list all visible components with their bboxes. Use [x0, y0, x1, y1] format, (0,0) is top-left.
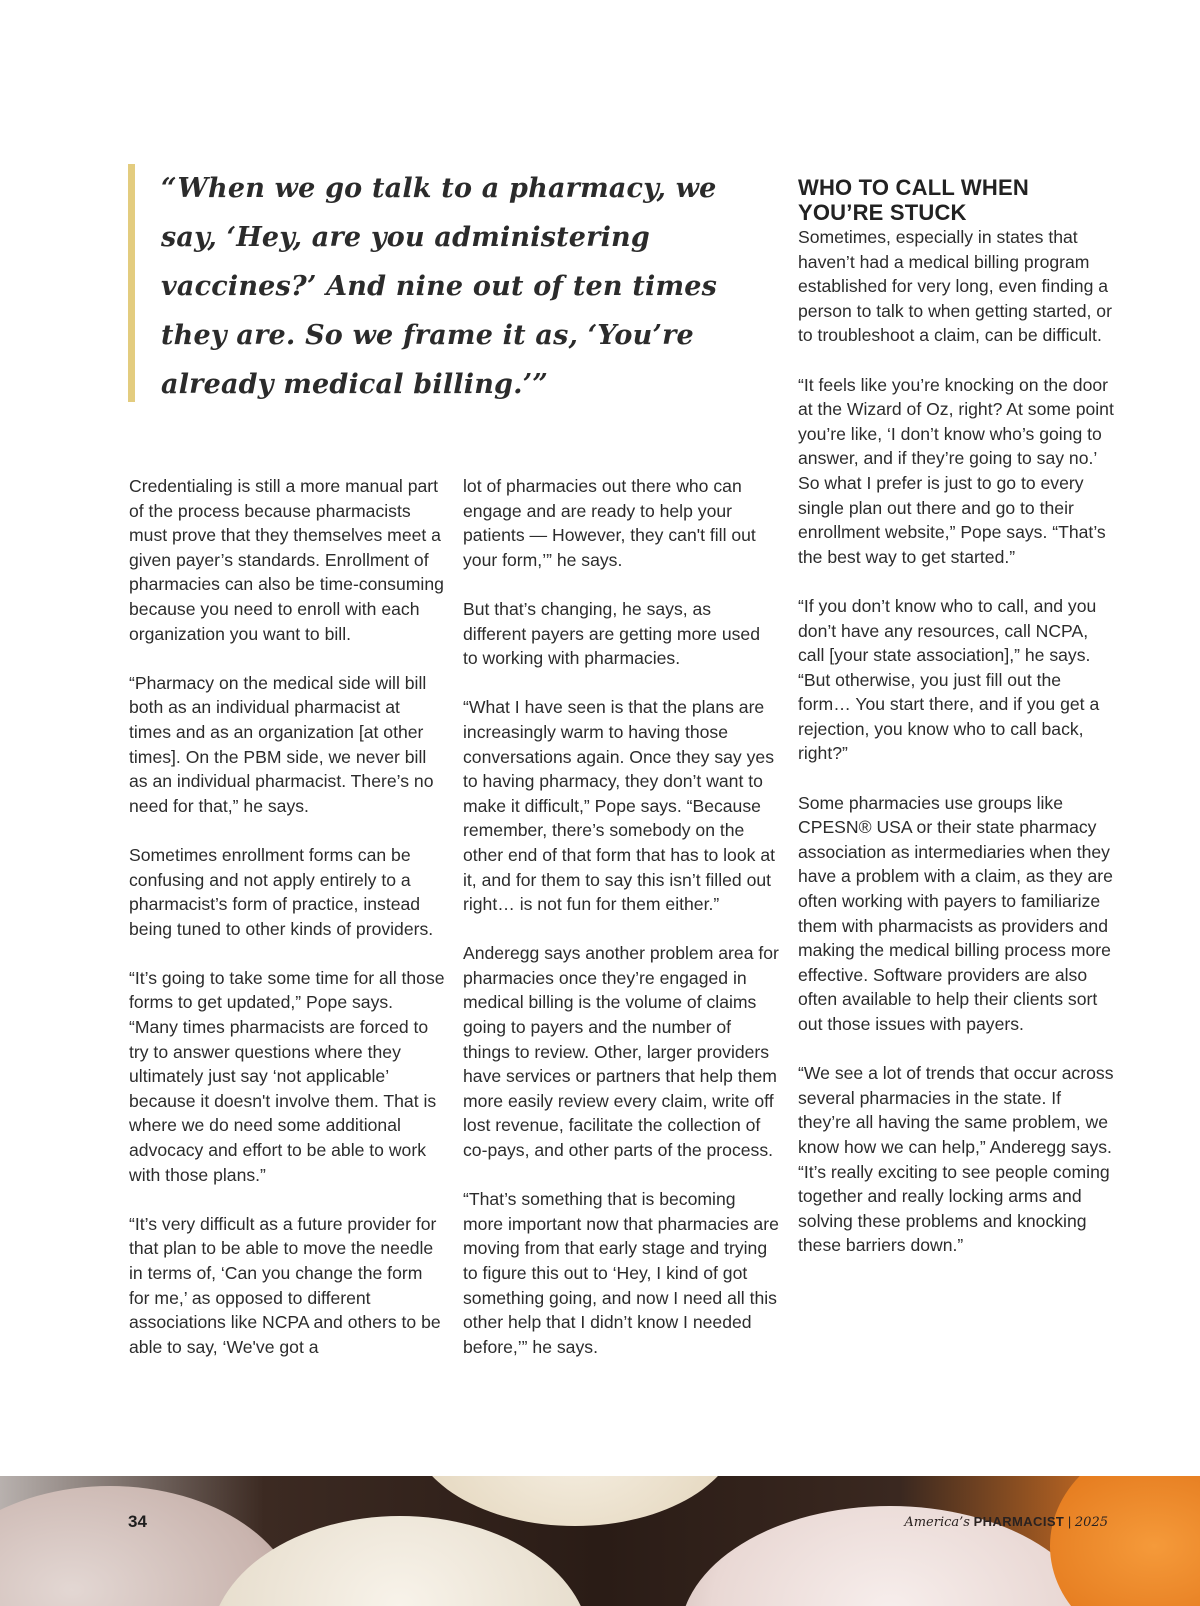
sidebar-paragraph: “We see a lot of trends that occur across several pharmacies in the state. If they’re all having the same problem, we know how we can help,” Anderegg says. “It’s really exciting to see people coming together and really locking arms and solving these problems and knocking these barriers down.”: [798, 1063, 1114, 1256]
article-paragraph: “It’s very difficult as a future provider for that plan to be able to move the needle in terms of, ‘Can you change the form for me,’ as opposed to different associations like NCPA and others to be able to say, ‘We've got a: [129, 1213, 441, 1357]
sidebar-paragraph: “It feels like you’re knocking on the door at the Wizard of Oz, right? At some point you’re like, ‘I don’t know who’s going to answer, and if they’re going to say no.’ So what I prefer is just to go to every single plan out there and go to their enrollment website,” Pope says. “That’s the best way to get started.”: [798, 374, 1114, 567]
footer-masthead: [904, 1514, 1108, 1530]
article-paragraph: Anderegg says another problem area for pharmacies once they’re engaged in medical billing is the volume of claims going to payers and the number of things to review. Other, larger providers have services or partners that help them more easily review every claim, write off lost revenue, facilitate the collection of co-pays, and other parts of the process.: [463, 943, 779, 1161]
pull-quote: [128, 164, 728, 402]
sidebar-paragraph: Some pharmacies use groups like CPESN® USA or their state pharmacy association as intermediaries when they have a problem with a claim, as they are often working with payers to familiarize them with pharmacists as providers and making the medical billing process more effective. Software providers are also often available to help their clients sort out those issues with payers.: [798, 792, 1113, 1034]
article-column-2: [463, 474, 779, 1384]
article-paragraph: “What I have seen is that the plans are increasingly warm to having those conversations again. Once they say yes to having pharmacy, they don’t want to make it difficult,” Pope says. “Because remember, there’s somebody on the other end of that form that has to look at it, and for them to say this isn’t filled out right… is not fun for them either.”: [463, 697, 775, 915]
article-paragraph: lot of pharmacies out there who can engage and are ready to help your patients — However, they can't fill out your form,’” he says.: [463, 476, 756, 570]
article-paragraph: Sometimes enrollment forms can be confusing and not apply entirely to a pharmacist’s form of practice, instead being tuned to other kinds of providers.: [129, 844, 434, 939]
sidebar-paragraph: “If you don’t know who to call, and you don’t have any resources, call NCPA, call [your state association],” he says. “But otherwise, you just fill out the form… You start there, and if you get a rejection, you know who to call back, right?”: [798, 595, 1100, 764]
article-paragraph: “That’s something that is becoming more important now that pharmacies are moving from that early stage and trying to figure this out to ‘Hey, I kind of got something going, and now I need all this other help that I didn’t know I needed before,’” he says.: [463, 1189, 779, 1357]
pill-image: [1050, 1476, 1200, 1606]
page-number: 34: [128, 1512, 147, 1531]
sidebar-column: [798, 175, 1114, 1283]
article-paragraph: “Pharmacy on the medical side will bill both as an individual pharmacist at times and as an organization [at other times]. On the PBM side, we never bill as an individual pharmacist. There’s no need for that,” he says.: [129, 672, 434, 816]
sidebar-paragraph: Sometimes, especially in states that haven’t had a medical billing program established for very long, even finding a person to talk to when getting started, or to troubleshoot a claim, can be difficult.: [798, 227, 1112, 346]
footer-pills-photo: [0, 1476, 1200, 1606]
article-paragraph: “It’s going to take some time for all those forms to get updated,” Pope says. “Many times pharmacists are forced to try to answer questions where they ultimately just say ‘not applicable’ because it doesn't involve them. That is where we do need some additional advocacy and effort to be able to work with those plans.”: [129, 967, 445, 1185]
article-paragraph: But that’s changing, he says, as different payers are getting more used to working with pharmacies.: [463, 598, 760, 669]
sidebar-heading: WHO TO CALL WHEN YOU’RE STUCK: [798, 175, 1029, 225]
issue-date: 2025: [1074, 1515, 1108, 1530]
brand-prefix: America’s: [904, 1515, 970, 1530]
separator: |: [1067, 1514, 1072, 1529]
article-paragraph: Credentialing is still a more manual part of the process because pharmacists must prove that they themselves meet a given payer’s standards. Enrollment of pharmacies can also be time-consuming because you need to enroll with each organization you want to bill.: [129, 476, 444, 644]
pull-quote-text: “When we go talk to a pharmacy, we say, ‘Hey, are you administering vaccines?’ And nine out of ten times they are. So we frame it as, ‘You’re already medical billing.’”: [161, 173, 717, 400]
article-column-1: [129, 474, 445, 1384]
pill-image: [410, 1476, 740, 1526]
brand-name: PHARMACIST: [973, 1514, 1065, 1529]
pill-image: [210, 1516, 590, 1606]
